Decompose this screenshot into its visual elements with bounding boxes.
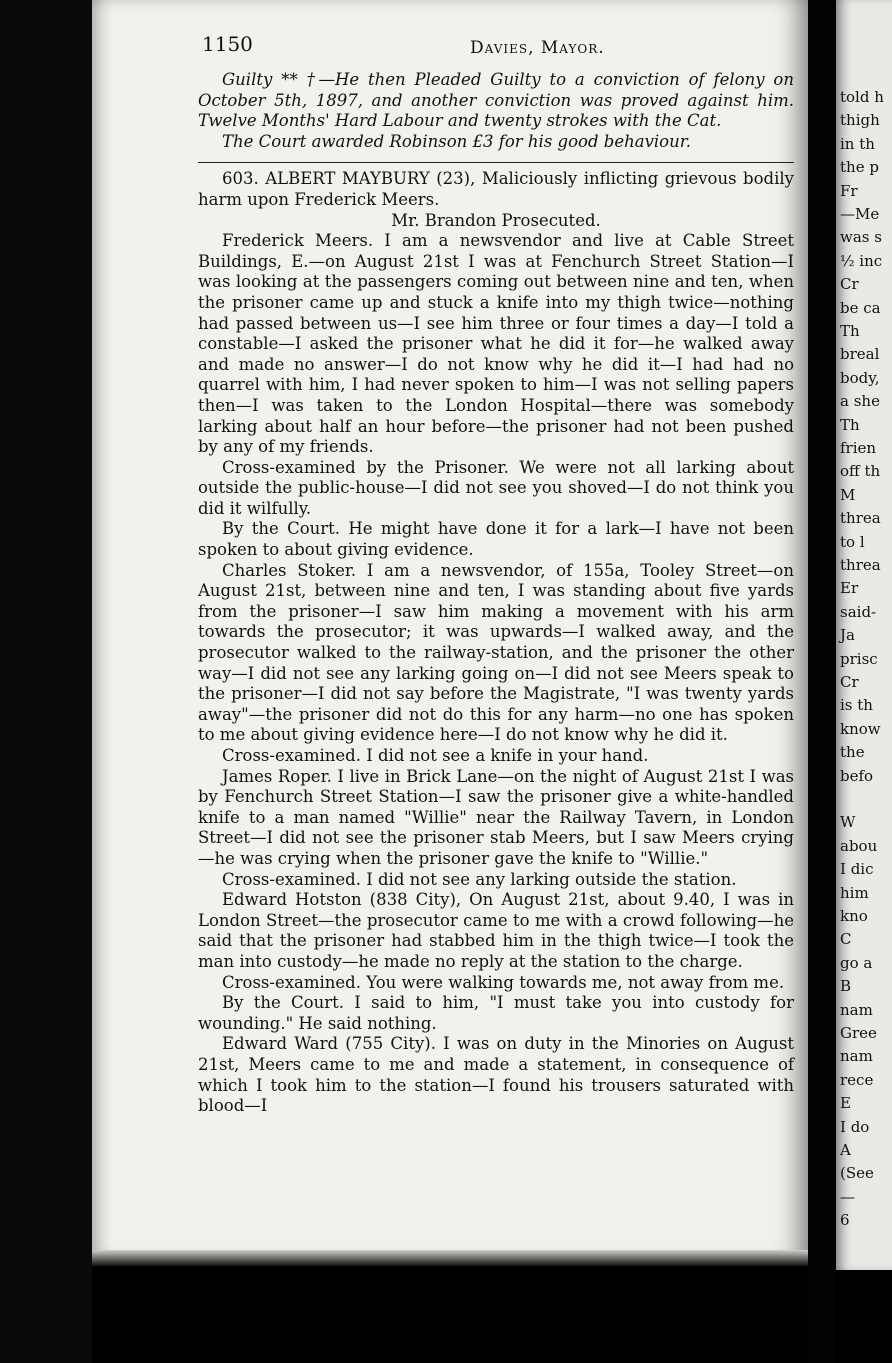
book-left-edge [0, 0, 92, 1363]
testimony-paragraph: Cross-examined. You were walking towards me, not away from me. [222, 972, 785, 992]
testimony [198, 231, 794, 1117]
facing-page-line: Cr [840, 673, 859, 691]
facing-page-line: C [840, 930, 852, 949]
facing-page-line: W [840, 813, 856, 832]
facing-page-line: to l [840, 532, 865, 551]
page-text [198, 70, 794, 1117]
facing-page-line: (See [840, 1164, 874, 1183]
facing-page-line: in th [840, 134, 875, 153]
facing-page-line: ½ inc [840, 251, 883, 270]
testimony-paragraph: Cross-examined by the Prisoner. We were not all larking about outside the public-house—I did not see you shoved—I do not think you did it wilfully. [198, 457, 794, 518]
facing-page-line: go a [840, 953, 873, 972]
facing-page-line: A [840, 1141, 851, 1159]
section-divider [198, 162, 794, 163]
book-gutter [808, 0, 836, 1363]
page-number: 1150 [202, 32, 253, 56]
facing-page-line: I dic [840, 860, 874, 879]
facing-page-line: prisc [840, 649, 878, 668]
facing-page-line: 6 [840, 1211, 850, 1230]
facing-page-line: M [840, 485, 856, 504]
facing-page-line: Fr [840, 181, 858, 200]
facing-page-line: Th [840, 322, 860, 340]
facing-page-line: thigh [840, 111, 880, 130]
facing-page-line: off th [840, 462, 881, 481]
facing-page-line: be ca [840, 298, 881, 317]
facing-page-line: rece [840, 1070, 874, 1089]
facing-page-line: was s [840, 228, 882, 247]
facing-page-line: Ja [840, 626, 855, 645]
facing-page-line: Er [840, 579, 859, 598]
facing-page-line: said- [840, 602, 877, 621]
facing-page-line: him [840, 883, 869, 902]
testimony-paragraph: Cross-examined. I did not see any larking outside the station. [222, 869, 737, 889]
facing-page-line: befo [840, 766, 874, 785]
facing-page-line: Cr [840, 275, 859, 294]
testimony-paragraph: Edward Hotston (838 City), On August 21st, about 9.40, I was in London Street—the prosecutor came to me with a crowd following—he said that the prisoner had stabbed him in the thigh twice—I took the man into custody—he made no reply at the station to the charge. [198, 890, 794, 971]
testimony-paragraph: Frederick Meers. I am a newsvendor and live at Cable Street Buildings, E.—on August 21st I was at Fenchurch Street Station—I was looking at the passengers coming out between nine and ten, when the prisoner came up and stuck a knife into my thigh twice—nothing had passed between us—I see him three or four times a day—I told a constable—I asked the prisoner what he did it for—he walked away and made no answer—I do not know why he did it—I had had no quarrel with him, I had never spoken to him—I was not selling papers then—I was taken to the London Hospital—there was somebody larking about half an hour before—the prisoner had not been pushed by any of my friends. [198, 231, 794, 457]
testimony-paragraph: By the Court. He might have done it for a lark—I have not been spoken to about giving evidence. [198, 519, 794, 560]
testimony-paragraph: Charles Stoker. I am a newsvendor, of 155a, Tooley Street—on August 21st, between nine and ten, I was standing about five yards from the prisoner—I saw him making a movement with his arm towards the prosecutor; it was upwards—I walked away, and the prosecutor walked to the railway-station, and the prisoner the other way—I did not see any larking going on—I did not see Meers speak to the prisoner—I did not say before the Magistrate, "I was twenty yards away"—the prisoner did not do this for any harm—no one has spoken to me about giving evidence here—I do not know why he did it. [198, 560, 794, 745]
guilty-line: Guilty ** †—He then Pleaded Guilty to a conviction of felony on October 5th, 1897, and another conviction was proved against him. Twelve Months' Hard Labour and twenty strokes with the Cat. [198, 70, 794, 131]
running-title: Davies, Mayor. [470, 38, 605, 58]
facing-page-line: abou [840, 836, 878, 855]
facing-page-line: told h [840, 88, 884, 106]
facing-page-line: the [840, 743, 865, 762]
testimony-paragraph: By the Court. I said to him, "I must take you into custody for wounding." He said nothing. [198, 993, 794, 1033]
page-bottom-edge [92, 1250, 808, 1266]
facing-page-line: know [840, 719, 881, 738]
facing-page-line: frien [840, 439, 877, 457]
testimony-paragraph: James Roper. I live in Brick Lane—on the night of August 21st I was by Fenchurch Street Station—I saw the prisoner give a white-handled knife to a man named "Willie" near the Railway Tavern, in London Street—I did not see the prisoner stab Meers, but I saw Meers crying—he was crying when the prisoner gave the knife to "Willie." [198, 766, 794, 868]
facing-page-line: Gree [840, 1024, 877, 1042]
facing-page-line: E [840, 1094, 851, 1113]
facing-page-line: kno [840, 907, 868, 925]
facing-page-fragment [836, 0, 892, 1270]
facing-page-line: threa [840, 556, 881, 574]
testimony-paragraph: Edward Ward (755 City). I was on duty in the Minories on August 21st, Meers came to me and made a statement, in consequence of which I took him to the station—I found his trousers saturated with blood—I [198, 1034, 794, 1116]
facing-page-line: — [840, 1187, 855, 1206]
facing-page-line: the p [840, 158, 879, 177]
facing-page-line: body, [840, 368, 880, 387]
page-header [110, 28, 800, 58]
facing-page-line: Th [840, 415, 860, 434]
prosecutor-line: Mr. Brandon Prosecuted. [391, 210, 601, 230]
facing-page-line: is th [840, 696, 873, 715]
facing-page-line: threa [840, 509, 881, 528]
case-title: 603. ALBERT MAYBURY (23), Maliciously inflicting grievous bodily harm upon Frederick Meers. [198, 169, 794, 209]
facing-page-line: breal [840, 345, 880, 364]
facing-page-line: a she [840, 392, 880, 411]
facing-page-line: nam [840, 1000, 873, 1019]
facing-page-line: B [840, 977, 852, 996]
testimony-paragraph: Cross-examined. I did not see a knife in your hand. [222, 746, 649, 765]
award-line: The Court awarded Robinson £3 for his good behaviour. [222, 131, 692, 151]
facing-page-line: —Me [840, 205, 880, 223]
facing-page-line: nam [840, 1047, 873, 1066]
facing-page-line: I do [840, 1117, 870, 1136]
